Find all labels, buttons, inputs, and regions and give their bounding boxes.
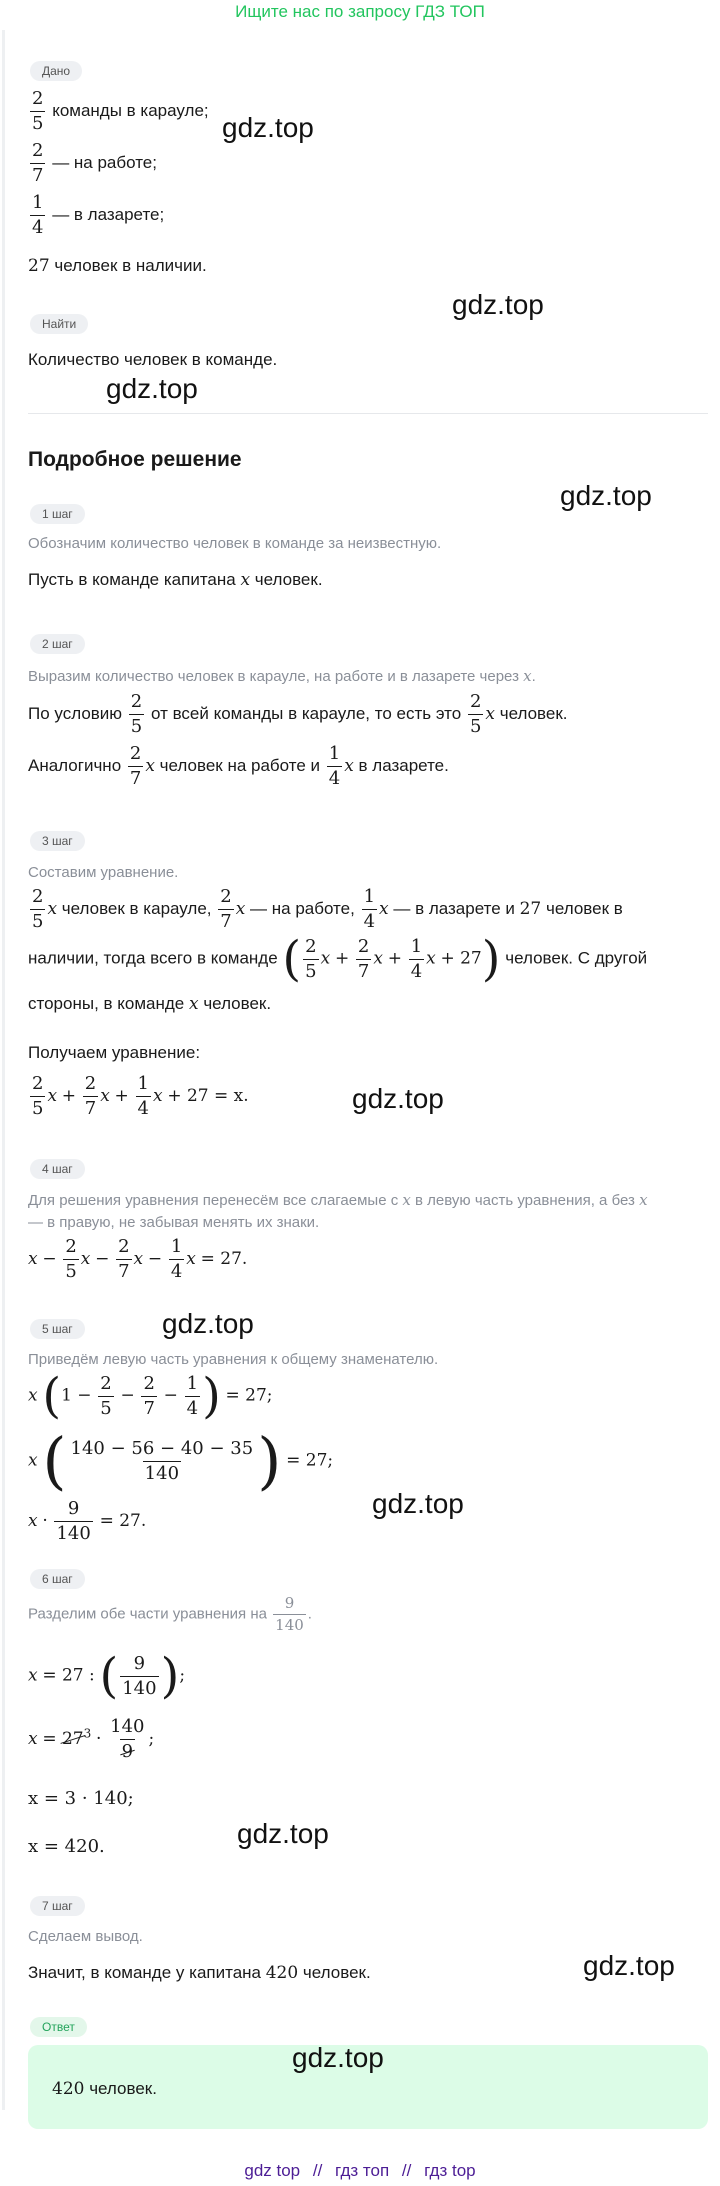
step-3-get-eq: Получаем уравнение: [28, 1043, 201, 1062]
step-3-line-2: наличии, тогда всего в команде ( $\frac{2}{5}$ x + $\frac{2}{7}$ x + $\frac{1}{4}$ x + 27) человек. С другой [28, 931, 648, 987]
watermark: gdz.top [292, 2042, 384, 2073]
step-7-label: 7 шаг [30, 1895, 85, 1916]
step-5-line-1: x (1 − $\frac{2}{5}$ − $\frac{2}{7}$ − $\frac{1}{4}$ ) = 27; [28, 1368, 273, 1424]
step-1-text: Пусть в команде капитана x человек. [28, 570, 323, 590]
step-3-line-3: стороны, в команде x человек. [28, 994, 272, 1014]
solution-title: Подробное решение [28, 448, 242, 471]
footer-link-gdz-top-mixed[interactable]: гдз top [424, 2161, 476, 2180]
step-4-hint-1: Для решения уравнения перенесём все слагаемые с x в левую часть уравнения, а без x [28, 1191, 648, 1209]
watermark: gdz.top [237, 1818, 329, 1849]
watermark: gdz.top [222, 112, 314, 143]
watermark: gdz.top [352, 1083, 444, 1114]
step-4-label: 4 шаг [30, 1158, 85, 1179]
given-line-1: $\frac{2}{5}$ команды в карауле; [32, 88, 209, 134]
step-6-hint: Разделим обе части уравнения на $\frac{9}{140}$ . [28, 1594, 312, 1634]
step-6-line-1: x = 27 : ( $\frac{9}{140}$ ); [28, 1648, 186, 1704]
step-3-label: 3 шаг [30, 830, 85, 851]
step-2-line-2: Аналогично $\frac{2}{7}$ x человек на работе и $\frac{1}{4}$ x в лазарете. [28, 743, 449, 789]
watermark: gdz.top [583, 1950, 675, 1981]
watermark: gdz.top [106, 373, 198, 404]
given-label: Дано [30, 60, 82, 81]
step-7-text: Значит, в команде у капитана 420 человек. [28, 1963, 371, 1983]
footer [0, 2161, 720, 2181]
footer-link-gdz-top-ru[interactable]: гдз топ [335, 2161, 390, 2180]
step-5-line-2: x ( $\frac{140 - 56 - 40 - 35}{140}$ ) = 27; [28, 1424, 334, 1497]
find-label: Найти [30, 313, 88, 334]
step-3-equation: $\frac{2}{5}$ x + $\frac{2}{7}$ x + $\frac{1}{4}$ x + 27 = x. [32, 1073, 249, 1119]
step-7-hint: Сделаем вывод. [28, 1928, 143, 1945]
step-6-line-3: x = 3 · 140; [28, 1788, 134, 1809]
step-2-label: 2 шаг [30, 633, 85, 654]
step-6-line-2: $x = 27^3$ · $\frac{140}{9}$ ; [28, 1716, 155, 1762]
step-2-hint: Выразим количество человек в карауле, на работе и в лазарете через x. [28, 667, 536, 685]
step-5-label: 5 шаг [30, 1318, 85, 1339]
given-line-3: $\frac{1}{4}$ — в лазарете; [32, 192, 165, 238]
watermark: gdz.top [372, 1488, 464, 1519]
watermark: gdz.top [162, 1308, 254, 1339]
answer-text: 420 человек. [52, 2079, 157, 2099]
footer-link-gdz-top[interactable]: gdz top [244, 2161, 301, 2180]
footer-separator: // [401, 2161, 412, 2180]
step-1-label: 1 шаг [30, 503, 85, 524]
step-2-line-1: По условию $\frac{2}{5}$ от всей команды в карауле, то есть это $\frac{2}{5}$ x человек. [28, 691, 568, 737]
left-border [2, 30, 5, 2110]
watermark: gdz.top [560, 480, 652, 511]
divider [28, 413, 708, 414]
step-4-hint-2: — в правую, не забывая менять их знаки. [28, 1214, 320, 1231]
given-line-4: 27 человек в наличии. [28, 256, 207, 276]
watermark: gdz.top [452, 289, 544, 320]
step-4-equation: x − $\frac{2}{5}$ x − $\frac{2}{7}$ x − $\frac{1}{4}$ x = 27. [28, 1236, 248, 1282]
step-3-hint: Составим уравнение. [28, 864, 179, 881]
step-1-hint: Обозначим количество человек в команде за неизвестную. [28, 535, 442, 552]
step-5-line-3: x · $\frac{9}{140}$ = 27. [28, 1498, 147, 1544]
find-text: Количество человек в команде. [28, 350, 278, 369]
footer-separator: // [312, 2161, 323, 2180]
top-banner[interactable]: Ищите нас по запросу ГДЗ ТОП [235, 2, 485, 21]
step-6-label: 6 шаг [30, 1568, 85, 1589]
step-3-line-1: $\frac{2}{5}$ x человек в карауле, $\frac{2}{7}$ x — на работе, $\frac{1}{4}$ x — в лазарете и 27 человек в [32, 886, 623, 932]
step-5-hint: Приведём левую часть уравнения к общему знаменателю. [28, 1351, 439, 1368]
answer-label: Ответ [30, 2016, 87, 2037]
step-6-line-4: x = 420. [28, 1836, 105, 1857]
given-line-2: $\frac{2}{7}$ — на работе; [32, 140, 157, 186]
